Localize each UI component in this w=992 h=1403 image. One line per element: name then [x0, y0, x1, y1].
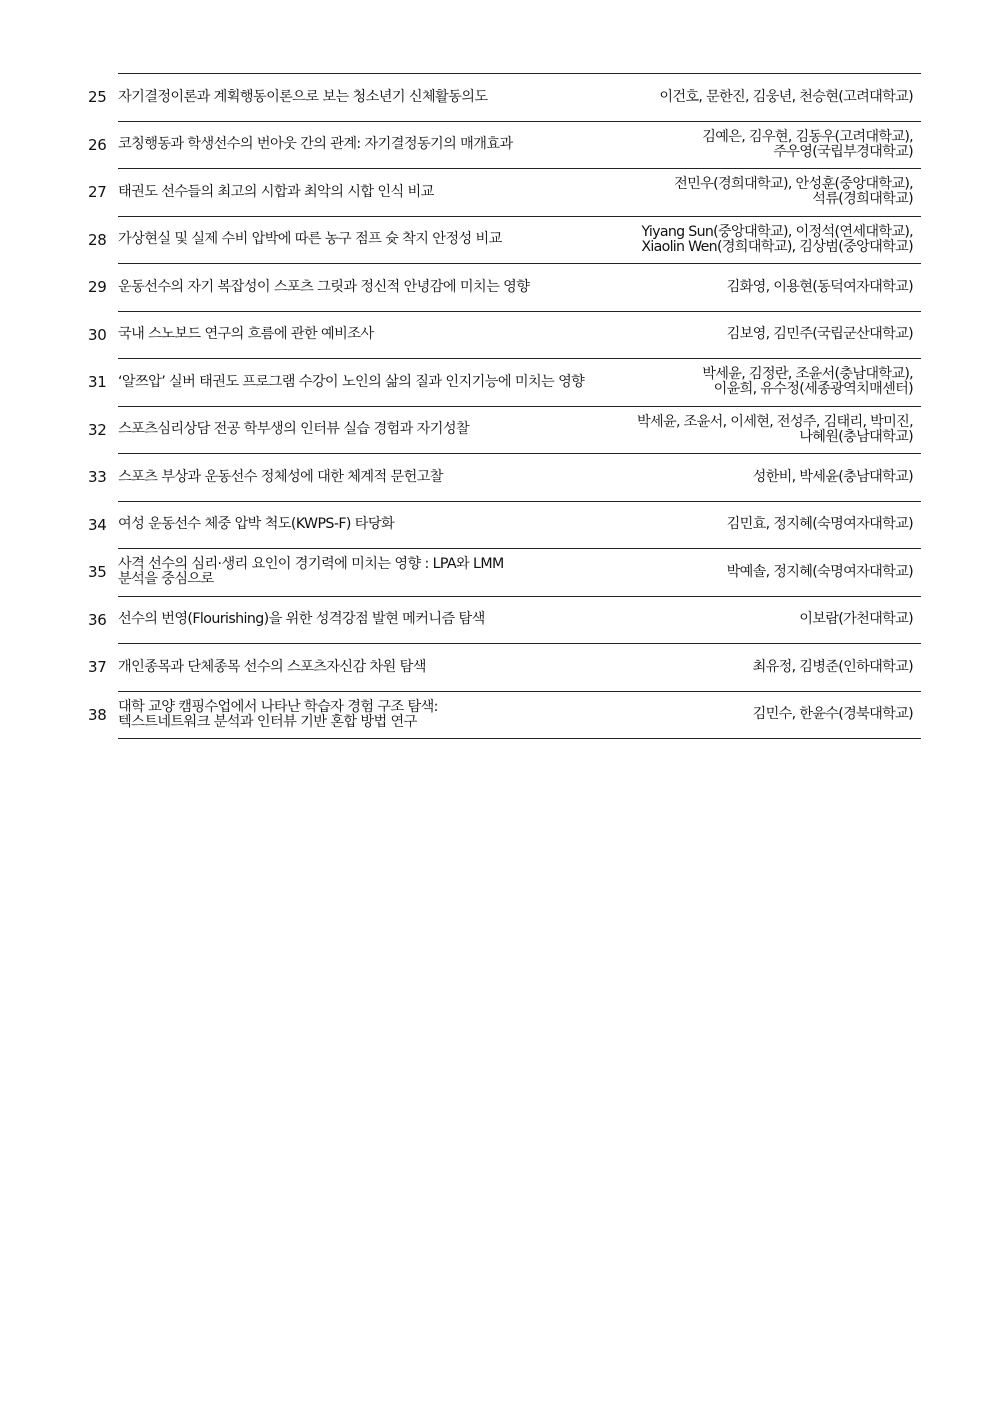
- presentation-authors: [593, 312, 913, 359]
- author-line: 김예은, 김우현, 김동우(고려대학교),: [702, 128, 913, 145]
- author-line: 최유정, 김병준(인하대학교): [752, 658, 913, 675]
- table-row: [88, 597, 921, 645]
- presentation-title: [118, 74, 638, 121]
- row-number: 35: [88, 563, 107, 582]
- row-number: 25: [88, 88, 107, 107]
- author-line: 나혜원(충남대학교): [799, 428, 913, 445]
- row-number: 33: [88, 468, 107, 487]
- presentation-table: [88, 73, 921, 739]
- title-line: 선수의 번영(Flourishing)을 위한 성격강점 발현 메커니즘 탐색: [118, 611, 485, 628]
- title-line: 코칭행동과 학생선수의 번아웃 간의 관계: 자기결정동기의 매개효과: [118, 136, 513, 153]
- title-line: 스포츠심리상담 전공 학부생의 인터뷰 실습 경험과 자기성찰: [118, 421, 470, 438]
- presentation-authors: [593, 217, 913, 264]
- presentation-title: [118, 454, 638, 501]
- table-row: [88, 169, 921, 217]
- presentation-title: [118, 169, 638, 216]
- row-number: 26: [88, 135, 107, 154]
- row-number: 38: [88, 705, 107, 724]
- table-row: [88, 407, 921, 455]
- presentation-title: [118, 122, 638, 169]
- presentation-title: [118, 644, 638, 691]
- author-line: 전민우(경희대학교), 안성훈(중앙대학교),: [674, 176, 913, 193]
- table-row: [88, 122, 921, 170]
- title-line: 태권도 선수들의 최고의 시합과 최악의 시합 인식 비교: [118, 183, 434, 200]
- presentation-authors: [593, 644, 913, 691]
- presentation-authors: [593, 454, 913, 501]
- row-number: 31: [88, 373, 107, 392]
- row-number: 34: [88, 515, 107, 534]
- title-line: 개인종목과 단체종목 선수의 스포츠자신감 차원 탐색: [118, 658, 426, 675]
- author-line: 이건호, 문한진, 김웅년, 천승현(고려대학교): [659, 88, 913, 105]
- title-line: 분석을 중심으로: [118, 571, 214, 588]
- author-line: 이보람(가천대학교): [799, 611, 913, 628]
- author-line: 이윤희, 유수정(세종광역치매센터): [713, 381, 913, 398]
- author-line: 석류(경희대학교): [812, 191, 913, 208]
- author-line: 김화영, 이용현(동덕여자대학교): [726, 278, 913, 295]
- author-line: 박예솔, 정지혜(숙명여자대학교): [726, 563, 913, 580]
- table-row: [88, 644, 921, 692]
- presentation-authors: [593, 122, 913, 169]
- row-number: 27: [88, 183, 107, 202]
- author-line: Yiyang Sun(중앙대학교), 이정석(연세대학교),: [641, 223, 913, 240]
- row-number: 32: [88, 420, 107, 439]
- row-number: 30: [88, 325, 107, 344]
- presentation-authors: [593, 549, 913, 596]
- presentation-authors: [593, 407, 913, 454]
- presentation-title: [118, 217, 638, 264]
- title-line: 스포츠 부상과 운동선수 정체성에 대한 체계적 문헌고찰: [118, 468, 443, 485]
- presentation-title: [118, 549, 638, 596]
- title-line: 대학 교양 캠핑수업에서 나타난 학습자 경험 구조 탐색:: [118, 698, 438, 715]
- title-line: 텍스트네트워크 분석과 인터뷰 기반 혼합 방법 연구: [118, 713, 417, 730]
- presentation-title: [118, 597, 638, 644]
- author-line: 김보영, 김민주(국립군산대학교): [726, 326, 913, 343]
- author-line: 주우영(국립부경대학교): [773, 143, 913, 160]
- title-line: 사격 선수의 심리·생리 요인이 경기력에 미치는 영향 : LPA와 LMM: [118, 556, 504, 573]
- table-row: [88, 74, 921, 122]
- table-row: [88, 692, 921, 740]
- title-line: 여성 운동선수 체중 압박 척도(KWPS-F) 타당화: [118, 516, 395, 533]
- row-number: 29: [88, 278, 107, 297]
- presentation-authors: [593, 264, 913, 311]
- presentation-title: [118, 692, 638, 739]
- title-line: 자기결정이론과 계획행동이론으로 보는 청소년기 신체활동의도: [118, 88, 488, 105]
- author-line: 김민수, 한윤수(경북대학교): [752, 706, 913, 723]
- author-line: 성한비, 박세윤(충남대학교): [752, 468, 913, 485]
- table-row: [88, 312, 921, 360]
- presentation-title: [118, 359, 638, 406]
- table-row: [88, 359, 921, 407]
- presentation-authors: [593, 692, 913, 739]
- table-row: [88, 502, 921, 550]
- presentation-authors: [593, 502, 913, 549]
- presentation-title: [118, 312, 638, 359]
- presentation-title: [118, 264, 638, 311]
- title-line: ‘알쯔압’ 실버 태권도 프로그램 수강이 노인의 삶의 질과 인지기능에 미치는 영향: [118, 373, 585, 390]
- author-line: 박세윤, 조윤서, 이세현, 전성주, 김태리, 박미진,: [636, 413, 913, 430]
- presentation-authors: [593, 74, 913, 121]
- title-line: 국내 스노보드 연구의 흐름에 관한 예비조사: [118, 326, 374, 343]
- author-line: 박세윤, 김정란, 조윤서(충남대학교),: [702, 366, 913, 383]
- row-number: 37: [88, 658, 107, 677]
- row-number: 28: [88, 230, 107, 249]
- author-line: Xiaolin Wen(경희대학교), 김상범(중앙대학교): [641, 238, 913, 255]
- table-row: [88, 264, 921, 312]
- table-row: [88, 217, 921, 265]
- presentation-authors: [593, 597, 913, 644]
- title-line: 운동선수의 자기 복잡성이 스포츠 그릿과 정신적 안녕감에 미치는 영향: [118, 278, 530, 295]
- author-line: 김민효, 정지혜(숙명여자대학교): [726, 516, 913, 533]
- presentation-authors: [593, 359, 913, 406]
- presentation-authors: [593, 169, 913, 216]
- table-row: [88, 454, 921, 502]
- table-row: [88, 549, 921, 597]
- presentation-title: [118, 407, 638, 454]
- title-line: 가상현실 및 실제 수비 압박에 따른 농구 점프 슛 착지 안정성 비교: [118, 231, 502, 248]
- presentation-title: [118, 502, 638, 549]
- row-number: 36: [88, 610, 107, 629]
